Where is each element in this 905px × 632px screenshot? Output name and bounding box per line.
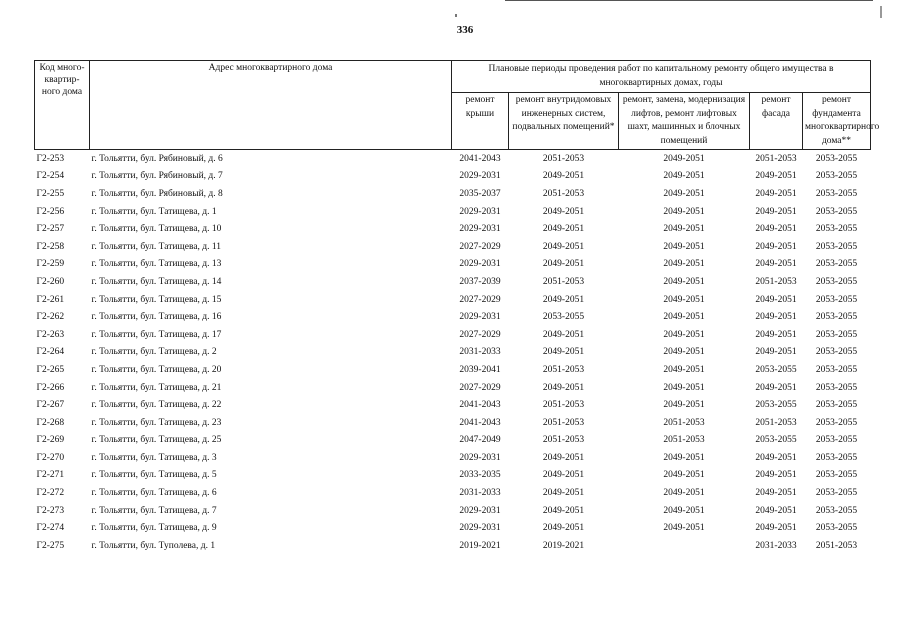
- cell-address: г. Тольятти, бул. Татищева, д. 21: [91, 382, 222, 393]
- cell-facade: 2049-2051: [755, 259, 797, 270]
- cell-roof: 2027-2029: [459, 294, 501, 305]
- cell-lifts: 2049-2051: [663, 276, 705, 287]
- cell-systems: 2049-2051: [542, 206, 585, 217]
- cell-systems: 2049-2051: [542, 523, 585, 534]
- cell-lifts: 2049-2051: [663, 505, 705, 516]
- cell-lifts: 2049-2051: [663, 206, 705, 217]
- cell-roof: 2041-2043: [459, 417, 501, 428]
- cell-foundation: 2053-2055: [815, 276, 858, 287]
- table-row: [35, 185, 871, 203]
- cell-foundation: 2053-2055: [815, 470, 858, 481]
- cell-facade: 2049-2051: [755, 312, 797, 323]
- cell-address: г. Тольятти, бул. Рябиновый, д. 7: [91, 171, 223, 182]
- table-row: [35, 308, 871, 326]
- cell-lifts: 2051-2053: [663, 435, 705, 446]
- cell-facade: 2049-2051: [755, 347, 797, 358]
- cell-foundation: 2053-2055: [815, 505, 858, 516]
- table-row: [35, 432, 871, 450]
- cell-systems: 2049-2051: [542, 294, 585, 305]
- cell-address: г. Тольятти, бул. Рябиновый, д. 6: [90, 150, 452, 168]
- cell-foundation: 2053-2055: [803, 150, 871, 168]
- cell-foundation: 2053-2055: [815, 171, 858, 182]
- cell-facade: 2049-2051: [755, 488, 797, 499]
- cell-address: г. Тольятти, бул. Татищева, д. 15: [91, 294, 222, 305]
- cell-code: Г2-257: [36, 224, 65, 235]
- cell-facade: 2049-2051: [755, 382, 797, 393]
- table-row: [35, 467, 871, 485]
- cell-lifts: 2049-2051: [663, 400, 705, 411]
- cell-roof: 2029-2031: [459, 171, 501, 182]
- cell-facade: 2049-2051: [755, 241, 797, 252]
- cell-foundation: 2053-2055: [815, 241, 858, 252]
- cell-foundation: 2053-2055: [815, 452, 858, 463]
- header-facade: ремонт фасада: [750, 93, 803, 150]
- cell-foundation: 2053-2055: [815, 294, 858, 305]
- cell-facade: 2049-2051: [755, 523, 797, 534]
- cell-systems: 2049-2051: [542, 241, 585, 252]
- cell-systems: 2049-2051: [542, 224, 585, 235]
- cell-foundation: 2053-2055: [815, 400, 858, 411]
- cell-systems: 2053-2055: [542, 312, 585, 323]
- table-row: [35, 396, 871, 414]
- cell-roof: 2029-2031: [459, 259, 501, 270]
- cell-facade: 2053-2055: [755, 400, 797, 411]
- cell-code: Г2-270: [36, 452, 65, 463]
- cell-foundation: 2053-2055: [815, 224, 858, 235]
- cell-foundation: 2053-2055: [815, 435, 858, 446]
- cell-facade: 2049-2051: [755, 329, 797, 340]
- table-row: [35, 344, 871, 362]
- cell-foundation: 2053-2055: [815, 259, 858, 270]
- cell-roof: 2029-2031: [459, 505, 501, 516]
- cell-lifts: [619, 537, 750, 555]
- cell-address: г. Тольятти, бул. Татищева, д. 1: [91, 206, 217, 217]
- cell-systems: 2051-2053: [542, 276, 585, 287]
- cell-facade: 2051-2053: [755, 276, 797, 287]
- cell-systems: 2051-2053: [542, 435, 585, 446]
- table-row: [35, 361, 871, 379]
- cell-roof: 2041-2043: [459, 400, 501, 411]
- table-row: [35, 291, 871, 309]
- cell-facade: 2031-2033: [755, 540, 797, 551]
- cell-systems: 2049-2051: [542, 382, 585, 393]
- cell-facade: 2049-2051: [755, 470, 797, 481]
- cell-roof: 2027-2029: [459, 382, 501, 393]
- cell-lifts: 2049-2051: [663, 329, 705, 340]
- table-row: [35, 414, 871, 432]
- cell-foundation: 2053-2055: [815, 188, 858, 199]
- cell-roof: 2035-2037: [459, 188, 501, 199]
- table-body: [35, 150, 871, 555]
- scan-speck: [880, 6, 882, 18]
- scan-mark: [455, 14, 457, 17]
- cell-address: г. Тольятти, бул. Татищева, д. 14: [91, 276, 222, 287]
- cell-systems: 2051-2053: [542, 188, 585, 199]
- top-rule: [505, 0, 873, 1]
- cell-systems: 2049-2051: [542, 505, 585, 516]
- cell-systems: 2049-2051: [542, 259, 585, 270]
- cell-roof: 2029-2031: [459, 523, 501, 534]
- cell-facade: 2049-2051: [755, 224, 797, 235]
- cell-roof: 2039-2041: [459, 364, 501, 375]
- cell-lifts: 2049-2051: [663, 188, 705, 199]
- cell-foundation: 2053-2055: [815, 329, 858, 340]
- cell-lifts: 2049-2051: [663, 171, 705, 182]
- cell-address: г. Тольятти, бул. Татищева, д. 10: [91, 224, 222, 235]
- cell-address: г. Тольятти, бул. Татищева, д. 9: [91, 523, 217, 534]
- cell-code: Г2-265: [36, 364, 65, 375]
- cell-systems: 2049-2051: [542, 452, 585, 463]
- cell-roof: 2027-2029: [459, 241, 501, 252]
- cell-foundation: 2053-2055: [815, 488, 858, 499]
- table-row: [35, 484, 871, 502]
- cell-systems: 2049-2051: [542, 347, 585, 358]
- cell-facade: 2053-2055: [755, 364, 797, 375]
- repair-plan-table: [34, 60, 880, 555]
- table-row: [35, 537, 871, 555]
- cell-roof: 2031-2033: [459, 488, 501, 499]
- table-row: [35, 379, 871, 397]
- cell-roof: 2033-2035: [459, 470, 501, 481]
- cell-roof: 2027-2029: [459, 329, 501, 340]
- cell-address: г. Тольятти, бул. Татищева, д. 7: [91, 505, 217, 516]
- cell-facade: 2049-2051: [755, 505, 797, 516]
- cell-lifts: 2049-2051: [663, 470, 705, 481]
- cell-code: Г2-275: [36, 540, 65, 551]
- cell-facade: 2053-2055: [755, 435, 797, 446]
- cell-facade: 2049-2051: [755, 294, 797, 305]
- table-row: [35, 256, 871, 274]
- header-foundation: ремонт фундамента многоквартирного дома**: [803, 93, 871, 150]
- cell-systems: 2049-2051: [542, 488, 585, 499]
- cell-roof: 2029-2031: [459, 312, 501, 323]
- cell-foundation: 2051-2053: [815, 540, 858, 551]
- cell-address: г. Тольятти, бул. Татищева, д. 3: [91, 452, 217, 463]
- cell-code: Г2-274: [36, 523, 65, 534]
- cell-code: Г2-255: [36, 188, 65, 199]
- cell-address: г. Тольятти, бул. Татищева, д. 25: [91, 435, 222, 446]
- cell-roof: 2041-2043: [452, 150, 509, 168]
- cell-systems: 2051-2053: [542, 364, 585, 375]
- cell-code: Г2-267: [36, 400, 65, 411]
- cell-systems: 2051-2053: [542, 400, 585, 411]
- cell-code: Г2-269: [36, 435, 65, 446]
- cell-code: Г2-254: [36, 171, 65, 182]
- cell-address: г. Тольятти, бул. Рябиновый, д. 8: [91, 188, 223, 199]
- cell-lifts: 2049-2051: [663, 259, 705, 270]
- table-row: [35, 220, 871, 238]
- table-row: [35, 449, 871, 467]
- header-systems: ремонт внутридомовых инженерных систем, подвальных помещений*: [509, 93, 619, 150]
- cell-lifts: 2049-2051: [663, 488, 705, 499]
- cell-code: Г2-261: [36, 294, 65, 305]
- cell-address: г. Тольятти, бул. Туполева, д. 1: [91, 540, 216, 551]
- cell-code: Г2-268: [36, 417, 65, 428]
- cell-lifts: 2049-2051: [663, 364, 705, 375]
- cell-code: Г2-258: [36, 241, 65, 252]
- cell-roof: 2029-2031: [459, 452, 501, 463]
- cell-address: г. Тольятти, бул. Татищева, д. 23: [91, 417, 222, 428]
- cell-code: Г2-266: [36, 382, 65, 393]
- cell-roof: 2029-2031: [459, 224, 501, 235]
- cell-systems: 2051-2053: [509, 150, 619, 168]
- cell-address: г. Тольятти, бул. Татищева, д. 22: [91, 400, 222, 411]
- cell-code: Г2-260: [36, 276, 65, 287]
- header-row-1: [35, 61, 871, 93]
- header-roof: ремонт крыши: [452, 93, 509, 150]
- table-row: [35, 238, 871, 256]
- cell-address: г. Тольятти, бул. Татищева, д. 17: [91, 329, 222, 340]
- cell-systems: 2049-2051: [542, 171, 585, 182]
- cell-code: Г2-259: [36, 259, 65, 270]
- header-address: Адрес многоквартирного дома: [90, 61, 452, 150]
- table-row: [35, 326, 871, 344]
- cell-facade: 2049-2051: [755, 452, 797, 463]
- cell-foundation: 2053-2055: [815, 347, 858, 358]
- cell-foundation: 2053-2055: [815, 382, 858, 393]
- cell-address: г. Тольятти, бул. Татищева, д. 11: [91, 241, 222, 252]
- cell-address: г. Тольятти, бул. Татищева, д. 16: [91, 312, 222, 323]
- cell-address: г. Тольятти, бул. Татищева, д. 2: [91, 347, 217, 358]
- cell-lifts: 2049-2051: [663, 382, 705, 393]
- cell-facade: 2051-2053: [755, 417, 797, 428]
- cell-lifts: 2049-2051: [663, 452, 705, 463]
- cell-systems: 2051-2053: [542, 417, 585, 428]
- cell-roof: 2019-2021: [459, 540, 501, 551]
- page-number: 336: [456, 24, 474, 36]
- cell-code: Г2-262: [36, 312, 65, 323]
- cell-code: Г2-256: [36, 206, 65, 217]
- cell-lifts: 2049-2051: [663, 241, 705, 252]
- cell-foundation: 2053-2055: [815, 523, 858, 534]
- cell-lifts: 2049-2051: [663, 294, 705, 305]
- cell-lifts: 2049-2051: [663, 312, 705, 323]
- table-row: [35, 150, 871, 168]
- cell-systems: 2019-2021: [542, 540, 585, 551]
- cell-foundation: 2053-2055: [815, 206, 858, 217]
- header-code: Код много- квартир- ного дома: [35, 61, 90, 150]
- table-row: [35, 168, 871, 186]
- cell-lifts: 2049-2051: [663, 224, 705, 235]
- cell-code: Г2-272: [36, 488, 65, 499]
- header-lifts: ремонт, замена, модернизация лифтов, ремонт лифтовых шахт, машинных и блочных помещений: [619, 93, 750, 150]
- cell-facade: 2049-2051: [755, 171, 797, 182]
- cell-facade: 2051-2053: [750, 150, 803, 168]
- table-row: [35, 203, 871, 221]
- cell-address: г. Тольятти, бул. Татищева, д. 20: [91, 364, 222, 375]
- table-row: [35, 273, 871, 291]
- cell-roof: 2029-2031: [459, 206, 501, 217]
- cell-facade: 2049-2051: [755, 188, 797, 199]
- cell-systems: 2049-2051: [542, 470, 585, 481]
- table-row: [35, 519, 871, 537]
- table-row: [35, 502, 871, 520]
- cell-lifts: 2049-2051: [663, 523, 705, 534]
- cell-address: г. Тольятти, бул. Татищева, д. 5: [91, 470, 217, 481]
- cell-address: г. Тольятти, бул. Татищева, д. 13: [91, 259, 222, 270]
- cell-code: Г2-264: [36, 347, 65, 358]
- cell-roof: 2047-2049: [459, 435, 501, 446]
- cell-roof: 2031-2033: [459, 347, 501, 358]
- cell-lifts: 2051-2053: [663, 417, 705, 428]
- cell-code: Г2-271: [36, 470, 65, 481]
- cell-foundation: 2053-2055: [815, 417, 858, 428]
- cell-code: Г2-273: [36, 505, 65, 516]
- cell-roof: 2037-2039: [459, 276, 501, 287]
- cell-address: г. Тольятти, бул. Татищева, д. 6: [91, 488, 217, 499]
- cell-foundation: 2053-2055: [815, 364, 858, 375]
- header-periods: Плановые периоды проведения работ по капитальному ремонту общего имущества в многоквартирных домах, годы: [452, 61, 871, 93]
- cell-lifts: 2049-2051: [663, 347, 705, 358]
- cell-systems: 2049-2051: [542, 329, 585, 340]
- cell-foundation: 2053-2055: [815, 312, 858, 323]
- cell-code: Г2-253: [35, 150, 90, 168]
- cell-lifts: 2049-2051: [619, 150, 750, 168]
- cell-code: Г2-263: [36, 329, 65, 340]
- cell-facade: 2049-2051: [755, 206, 797, 217]
